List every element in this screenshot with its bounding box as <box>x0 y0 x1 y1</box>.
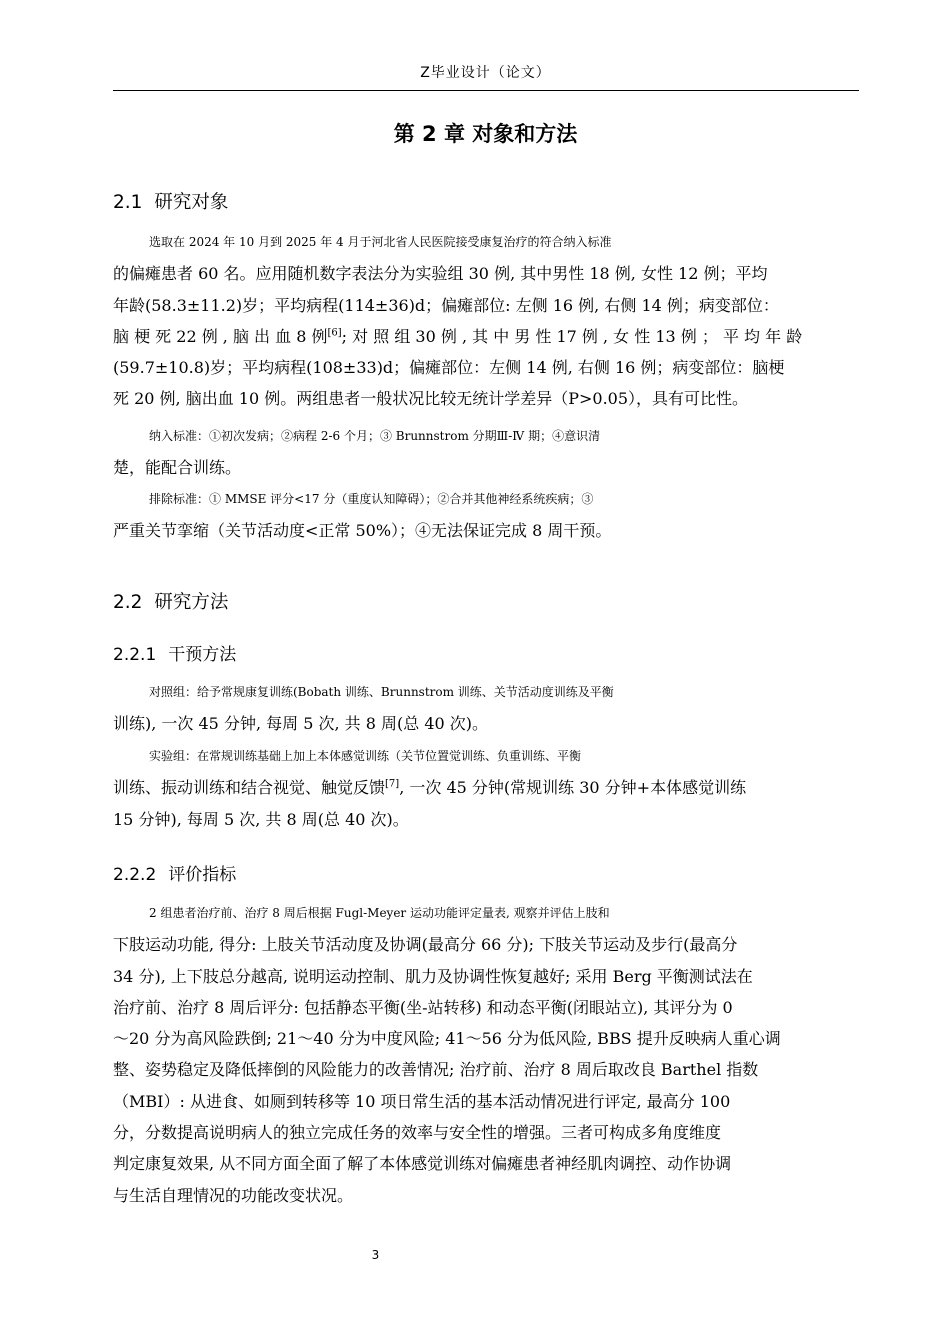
paragraph-exclusion-criteria <box>113 484 859 547</box>
paragraph-inclusion-criteria <box>113 421 859 484</box>
text-line: 实验组：在常规训练基础上加上本体感觉训练（关节位置觉训练、负重训练、平衡 <box>149 749 582 763</box>
text-line: （MBI）: 从进食、如厕到转移等 10 项日常生活的基本活动情况进行评定, 最高分 100 <box>113 1091 731 1111</box>
page-number: 3 <box>371 1248 380 1262</box>
running-header: Z毕业设计（论文） <box>420 65 551 81</box>
text-segment: , 一次 45 分钟(常规训练 30 分钟+本体感觉训练 <box>399 778 747 798</box>
text-line: 34 分), 上下肢总分越高, 说明运动控制、肌力及协调性恢复越好; 采用 Berg 平衡测试法在 <box>113 966 753 986</box>
paragraph-control-group <box>113 677 859 740</box>
citation-7: [7] <box>385 778 400 790</box>
text-line: 分，分数提高说明病人的独立完成任务的效率与安全性的增强。三者可构成多角度维度 <box>113 1123 722 1143</box>
text-line: 对照组：给予常规康复训练(Bobath 训练、Brunnstrom 训练、关节活动度训练及平衡 <box>149 685 614 699</box>
text-line: 死 20 例, 脑出血 10 例。两组患者一般状况比较无统计学差异（P>0.05），具有可比性。 <box>113 389 749 409</box>
text-line: 的偏瘫患者 60 名。应用随机数字表法分为实验组 30 例, 其中男性 18 例, 女性 12 例；平均 <box>113 264 768 284</box>
text-line: 楚，能配合训练。 <box>113 458 242 478</box>
paragraph-evaluation-indices <box>113 898 859 1211</box>
section-heading-2-2 <box>113 588 228 614</box>
text-line: 判定康复效果, 从不同方面全面了解了本体感觉训练对偏瘫患者神经肌肉调控、动作协调 <box>113 1154 732 1174</box>
text-line: ～20 分为高风险跌倒; 21～40 分为中度风险; 41～56 分为低风险, BBS 提升反映病人重心调 <box>113 1029 781 1049</box>
text-segment: 训练、振动训练和结合视觉、触觉反馈 <box>113 778 386 798</box>
text-line: 选取在 2024 年 10 月到 2025 年 4 月于河北省人民医院接受康复治疗的符合纳入标准 <box>149 235 612 249</box>
chapter-title: 第 2 章 对象和方法 <box>393 122 578 146</box>
subsection-number: 2.2.1 <box>113 645 157 665</box>
citation-6: [6] <box>327 327 342 339</box>
section-title: 研究方法 <box>154 592 229 613</box>
section-number: 2.2 <box>113 592 143 613</box>
text-line: 排除标准：① MMSE 评分<17 分（重度认知障碍）；②合并其他神经系统疾病；③ <box>149 492 594 506</box>
text-line: 严重关节挛缩（关节活动度<正常 50%）；④无法保证完成 8 周干预。 <box>113 521 612 541</box>
section-heading-2-1 <box>113 188 228 214</box>
paragraph-subjects <box>113 227 859 415</box>
subsection-heading-2-2-2 <box>113 860 236 885</box>
subsection-title: 评价指标 <box>168 865 237 885</box>
text-line: 整、姿势稳定及降低摔倒的风险能力的改善情况; 治疗前、治疗 8 周后取改良 Barthel 指数 <box>113 1060 759 1080</box>
text-line: 与生活自理情况的功能改变状况。 <box>113 1185 354 1205</box>
text-line: 治疗前、治疗 8 周后评分: 包括静态平衡(坐-站转移) 和动态平衡(闭眼站立), 其评分为 0 <box>113 997 733 1017</box>
text-line: 2 组患者治疗前、治疗 8 周后根据 Fugl-Meyer 运动功能评定量表, 观察并评估上肢和 <box>149 906 610 920</box>
text-line: 纳入标准：①初次发病；②病程 2-6 个月；③ Brunnstrom 分期Ⅲ-Ⅳ 期；④意识清 <box>149 429 601 443</box>
subsection-number: 2.2.2 <box>113 865 157 885</box>
text-line <box>113 772 859 803</box>
section-title: 研究对象 <box>154 192 229 213</box>
subsection-heading-2-2-1 <box>113 640 236 665</box>
section-number: 2.1 <box>113 192 143 213</box>
text-line: (59.7±10.8)岁；平均病程(108±33)d；偏瘫部位：左侧 14 例, 右侧 16 例；病变部位：脑梗 <box>113 358 785 378</box>
header-rule <box>113 90 859 91</box>
subsection-title: 干预方法 <box>168 645 237 665</box>
text-segment: 脑 梗 死 22 例 , 脑 出 血 8 例 <box>113 326 328 346</box>
paragraph-experimental-group <box>113 741 859 835</box>
text-line <box>113 321 859 352</box>
text-line: 15 分钟), 每周 5 次, 共 8 周(总 40 次)。 <box>113 809 409 829</box>
text-line: 年龄(58.3±11.2)岁；平均病程(114±36)d；偏瘫部位: 左侧 16 例, 右侧 14 例；病变部位： <box>113 295 779 315</box>
text-segment: ; 对 照 组 30 例 , 其 中 男 性 17 例 , 女 性 13 例 ； 平 均 年 龄 <box>341 326 803 346</box>
text-line: 下肢运动功能, 得分: 上肢关节活动度及协调(最高分 66 分); 下肢关节运动及步行(最高分 <box>113 935 738 955</box>
text-line: 训练), 一次 45 分钟, 每周 5 次, 共 8 周(总 40 次)。 <box>113 714 489 734</box>
